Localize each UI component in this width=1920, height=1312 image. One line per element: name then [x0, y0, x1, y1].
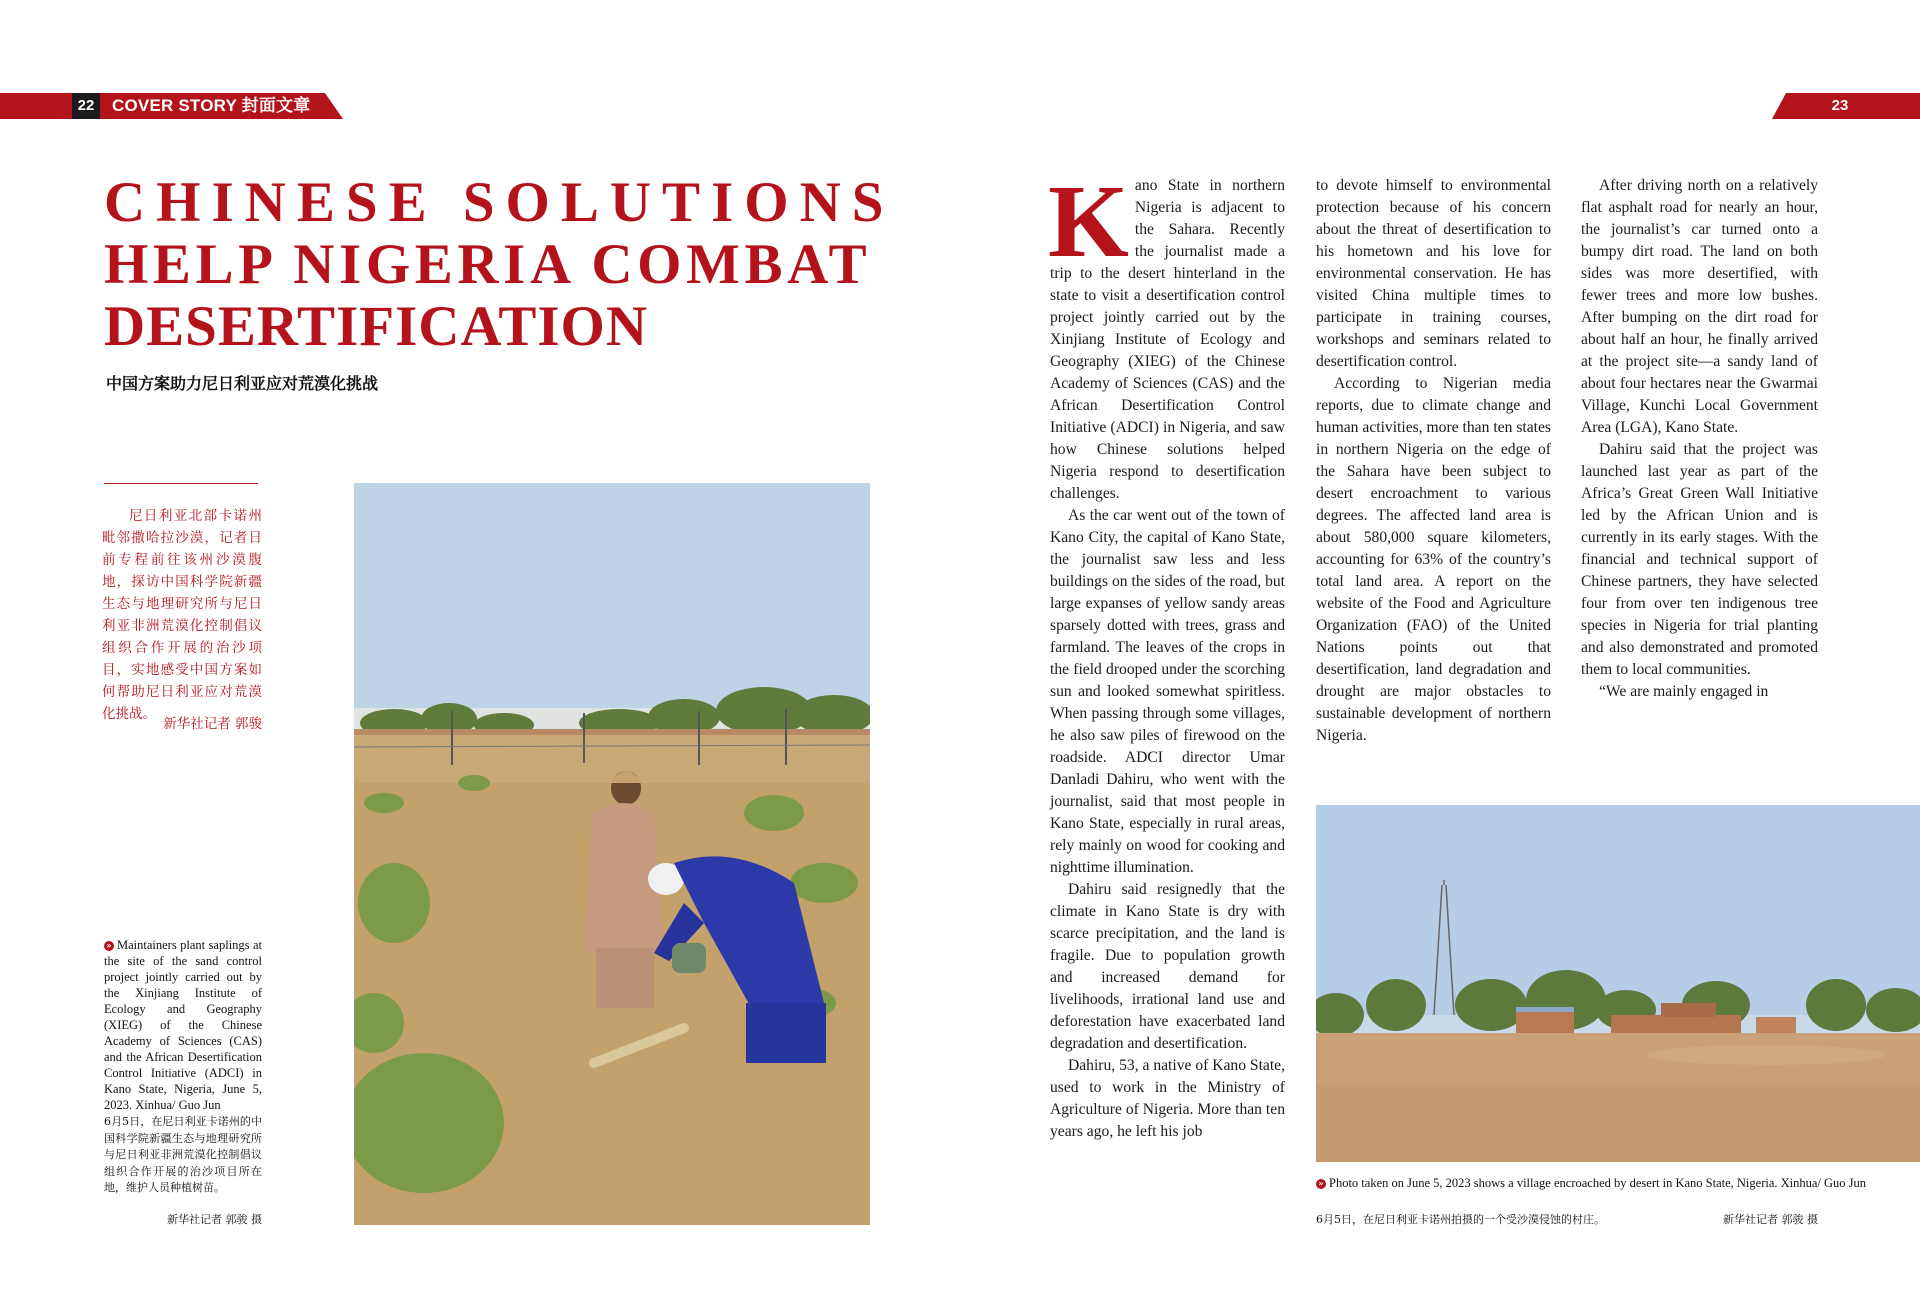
photo1-caption-english [104, 937, 262, 1113]
photo-planting-saplings [354, 483, 870, 1225]
article-paragraph: According to Nigerian media reports, due to climate change and human activities, more than ten states in northern Nigeria on the edge of the Sahara have been subject to desert encroachment to various degrees. The affected land area is about 580,000 square kilometers, accounting for 63% of the country’s total land area. A report on the website of the Food and Agriculture Organization (FAO) of the United Nations points out that desertification, land degradation and drought are major obstacles to sustainable development of northern Nigeria. [1316, 375, 1551, 744]
photo2-caption-chinese: 6月5日，在尼日利亚卡诺州拍摄的一个受沙漠侵蚀的村庄。 [1316, 1213, 1605, 1226]
article-headline [104, 172, 894, 358]
headline-line-1: CHINESE SOLUTIONS [104, 171, 895, 234]
summary-chinese: 尼日利亚北部卡诺州毗邻撒哈拉沙漠，记者日前专程前往该州沙漠腹地，探访中国科学院新疆生态与地理研究所与尼日利亚非洲荒漠化控制倡议组织合作开展的治沙项目，实地感受中国方案如何帮助尼日利亚应对荒漠化挑战。 [102, 508, 262, 722]
photo1-caption-text: Maintainers plant saplings at the site of the sand control project jointly carried out by the Xinjiang Institute of Ecology and Geography (XIEG) of the Chinese Academy of Sciences (CAS) and the African Desertification Control Initiative (ADCI) in Kano State, Nigeria, June 5, 2023. Xinhua/ Guo Jun [104, 938, 262, 1112]
page-number-left: 22 [77, 97, 95, 114]
article-paragraph: After driving north on a relatively flat asphalt road for nearly an hour, the journalist’s car turned onto a bumpy dirt road. The land on both sides was more desertified, with fewer trees and more low bushes. After bumping on the dirt road for about half an hour, he finally arrived at the project site—a sandy land of about four hectares near the Gwarmai Village, Kunchi Local Government Area (LGA), Kano State. [1581, 177, 1818, 436]
caption-arrow-icon: » [104, 941, 114, 951]
photo-village-illustration [1316, 805, 1920, 1162]
paragraph-1-text: ano State in northern Nigeria is adjacent to the Sahara. Recently the journalist made a trip to the desert hinterland in the state to visit a desertification control project jointly carried out by the Xinjiang Institute of Ecology and Geography (XIEG) of the Chinese Academy of Sciences (CAS) and the African Desertification Control Initiative (ADCI) in Nigeria, and saw how Chinese solutions helped Nigeria respond to desertification challenges. [1050, 177, 1285, 502]
article-paragraph: Dahiru said resignedly that the climate in Kano State is dry with scarce precipitation, and the land is fragile. Due to population growth and increased demand for livelihoods, irrational land use and deforestation have exacerbated land degradation and desertification. [1050, 881, 1285, 1052]
article-paragraph: Dahiru, 53, a native of Kano State, used to work in the Ministry of Agriculture of Nigeria. More than ten years ago, he left his job [1050, 1057, 1285, 1140]
photo2-credit: 新华社记者 郭骏 摄 [1723, 1213, 1818, 1226]
article-paragraph: Dahiru said that the project was launched last year as part of the Africa’s Great Green Wall Initiative led by the African Union and is currently in its early stages. With the financial and technical support of Chinese partners, they have selected four from over ten indigenous tree species in Nigeria for trial planting and also demonstrated and promoted them to local communities. [1581, 441, 1818, 678]
photo1-caption-chinese: 6月5日，在尼日利亚卡诺州的中国科学院新疆生态与地理研究所与尼日利亚非洲荒漠化控制倡议组织合作开展的治沙项目所在地，维护人员种植树苗。 [104, 1115, 262, 1194]
summary-credit: 新华社记者 郭骏 [163, 716, 262, 732]
article-paragraph: “We are mainly engaged in [1599, 683, 1769, 700]
photo-planting-illustration [354, 483, 870, 1225]
section-label: COVER STORY 封面文章 [112, 96, 311, 115]
article-paragraph: As the car went out of the town of Kano City, the capital of Kano State, the journalist saw less and less buildings on the sides of the road, but large expanses of yellow sandy areas sparsely dotted with trees, grass and farmland. The leaves of the crops in the field drooped under the scorching sun and looked somewhat spiritless. When passing through some villages, he also saw piles of firewood on the roadside. ADCI director Umar Danladi Dahiru, who went with the journalist, said that most people in Kano State, especially in rural areas, rely mainly on wood for cooking and nighttime illumination. [1050, 507, 1285, 876]
subtitle-chinese: 中国方案助力尼日利亚应对荒漠化挑战 [106, 374, 379, 393]
headline-line-2: HELP NIGERIA COMBAT [104, 233, 872, 296]
article-column-3 [1581, 175, 1818, 703]
drop-cap: K [1048, 164, 1129, 279]
article-paragraph: to devote himself to environmental protection because of his concern about the threat of desertification to his hometown and his love for environmental conservation. He has visited China multiple times to participate in training courses, workshops and seminars related to desertification control. [1316, 177, 1551, 370]
article-paragraph [1048, 164, 1285, 505]
photo-desert-village [1316, 805, 1920, 1162]
summary-divider [104, 483, 258, 484]
header-bar-left [0, 93, 72, 119]
photo2-caption-text: Photo taken on June 5, 2023 shows a village encroached by desert in Kano State, Nigeria. Xinhua/ Guo Jun [1329, 1176, 1867, 1190]
photo1-credit: 新华社记者 郭骏 摄 [167, 1213, 262, 1226]
caption-arrow-icon: » [1316, 1179, 1326, 1189]
headline-line-3: DESERTIFICATION [104, 295, 649, 358]
article-column-1 [1048, 164, 1285, 1143]
photo2-caption-english [1316, 1175, 1920, 1191]
article-column-2 [1316, 175, 1551, 747]
page-number-right: 23 [1831, 97, 1849, 114]
